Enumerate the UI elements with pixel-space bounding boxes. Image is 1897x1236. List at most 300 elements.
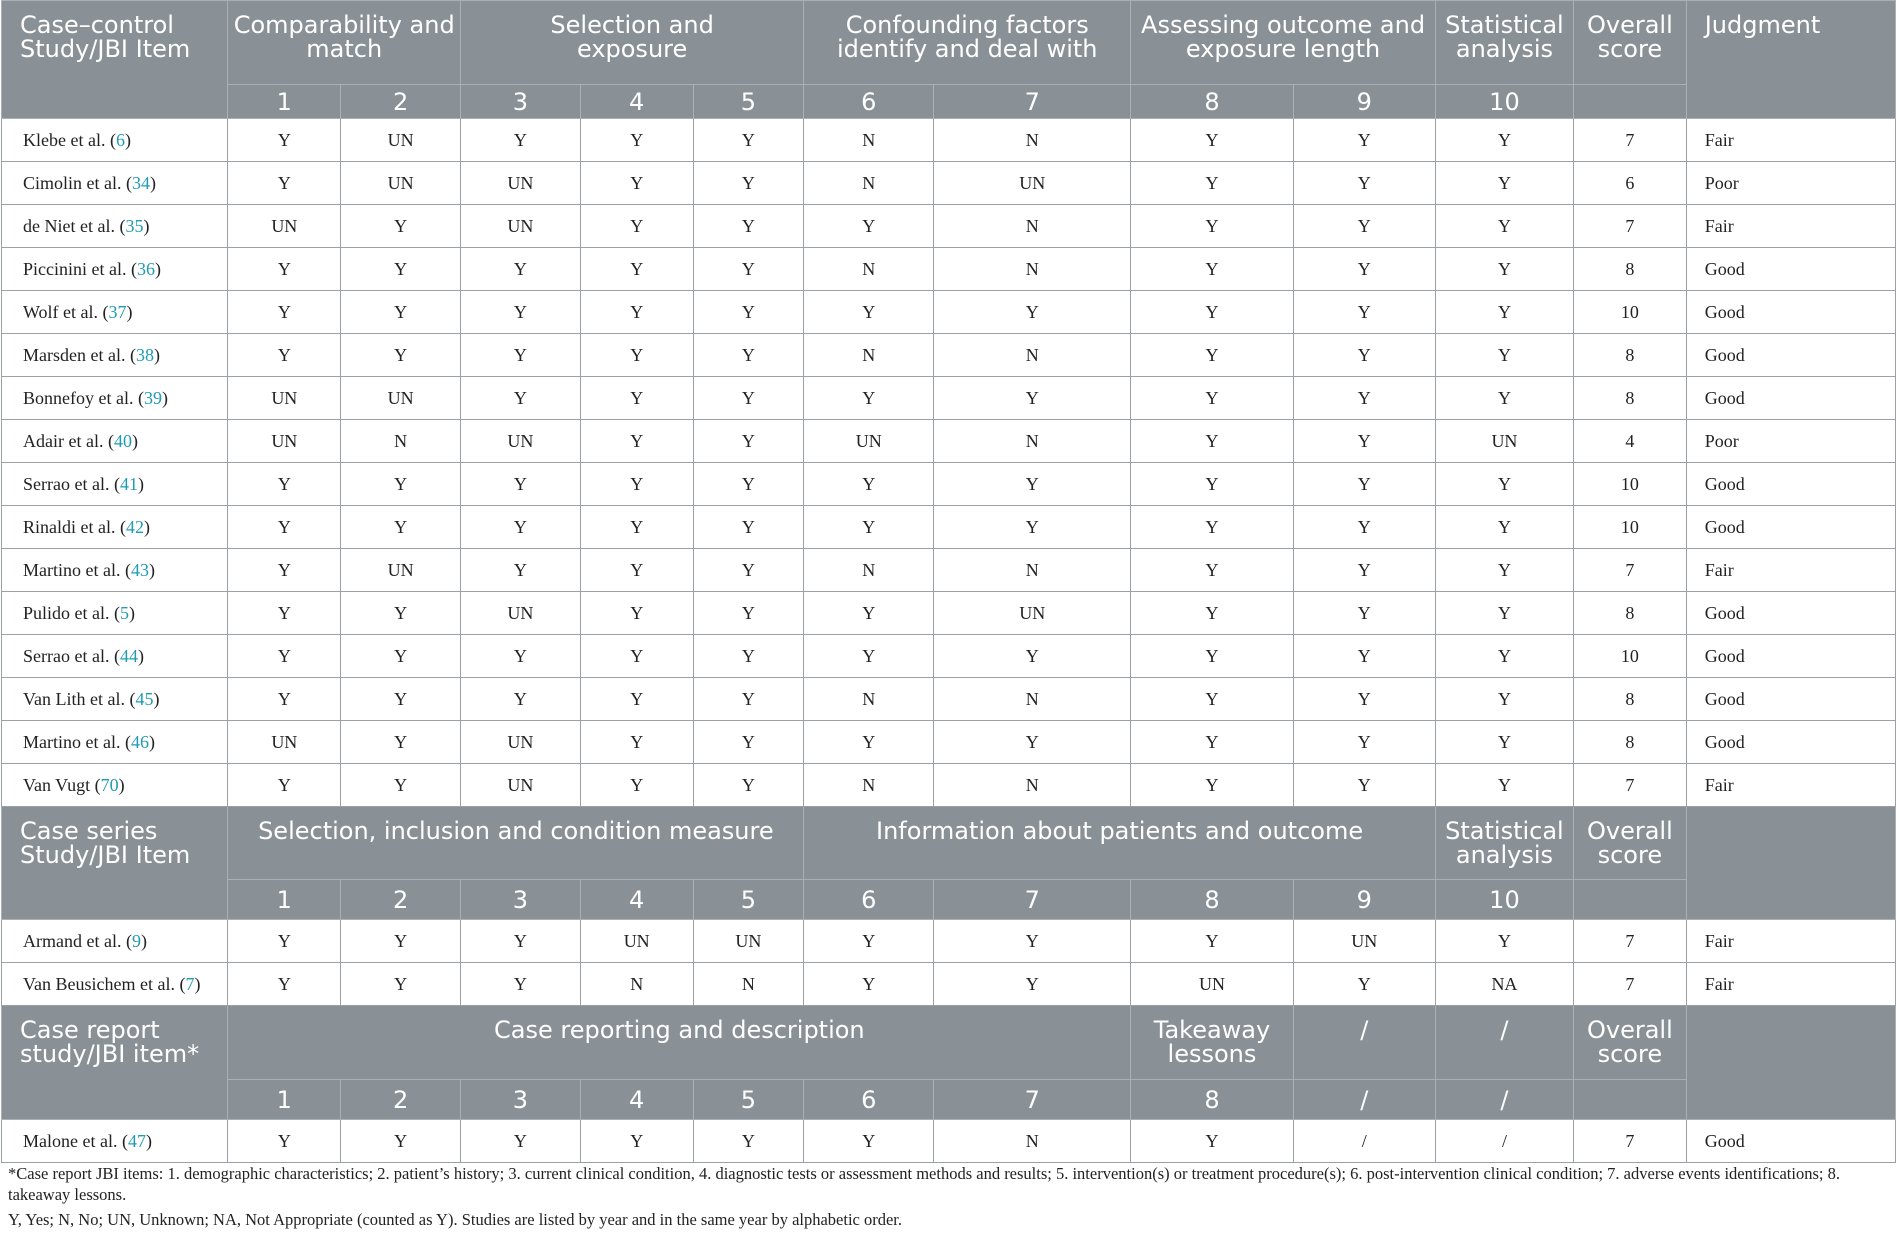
table-row (2, 506, 1896, 549)
case-series-header-group-1 (804, 807, 1436, 880)
reference-link[interactable]: 42 (125, 516, 144, 537)
judgment-cell: Good (1686, 377, 1895, 420)
item-rating-cell: Y (228, 549, 341, 592)
case-control-header-group-3-line: exposure length (1185, 35, 1381, 63)
item-rating-cell: N (804, 764, 934, 807)
item-rating-cell: Y (1131, 205, 1293, 248)
case-report-item-number: / (1435, 1080, 1573, 1120)
item-rating-cell: Y (580, 463, 693, 506)
case-control-item-number-row (2, 85, 1896, 119)
reference-link[interactable]: 47 (127, 1130, 146, 1151)
overall-score-cell: 8 (1574, 334, 1687, 377)
reference-link[interactable]: 70 (100, 774, 119, 795)
table-row (2, 721, 1896, 764)
case-report-header-lead-line: Case report (20, 1016, 160, 1044)
item-rating-cell: Y (1435, 291, 1573, 334)
case-series-header-group-2-line: Statistical (1445, 817, 1564, 845)
study-cell (2, 463, 228, 506)
item-rating-cell: Y (580, 635, 693, 678)
reference-link[interactable]: 35 (125, 215, 144, 236)
item-rating-cell: UN (461, 420, 581, 463)
table-row (2, 635, 1896, 678)
item-rating-cell: UN (693, 920, 804, 963)
item-rating-cell: Y (1131, 420, 1293, 463)
item-rating-cell: Y (341, 506, 461, 549)
case-control-header-lead-line: Study/JBI Item (20, 35, 191, 63)
item-rating-cell: Y (934, 377, 1131, 420)
case-control-header-group-4 (1435, 1, 1573, 85)
case-series-item-number: 8 (1131, 880, 1293, 920)
overall-score-cell: 8 (1574, 678, 1687, 721)
item-rating-cell: Y (1293, 463, 1435, 506)
item-rating-cell: UN (341, 549, 461, 592)
item-rating-cell: Y (1293, 205, 1435, 248)
study-name: Bonnefoy et al. ( (23, 387, 144, 408)
item-rating-cell: N (934, 1120, 1131, 1163)
case-report-item-number: / (1293, 1080, 1435, 1120)
item-rating-cell: UN (934, 592, 1131, 635)
case-control-header-group-1-line: Selection and (550, 11, 714, 39)
item-rating-cell: Y (461, 334, 581, 377)
item-rating-cell: Y (1293, 721, 1435, 764)
overall-score-cell: 10 (1574, 506, 1687, 549)
study-name: Rinaldi et al. ( (23, 516, 126, 537)
item-rating-cell: Y (1131, 635, 1293, 678)
reference-link[interactable]: 7 (185, 973, 195, 994)
case-series-header-lead-line: Study/JBI Item (20, 841, 191, 869)
overall-score-cell: 7 (1574, 549, 1687, 592)
reference-link[interactable]: 43 (130, 559, 149, 580)
item-rating-cell: Y (693, 463, 804, 506)
reference-link[interactable]: 36 (136, 258, 155, 279)
case-report-item-number: 3 (461, 1080, 581, 1120)
item-rating-cell: N (804, 334, 934, 377)
case-control-item-number: 5 (693, 85, 804, 119)
judgment-cell: Good (1686, 506, 1895, 549)
case-control-header-group-5-line: Overall (1586, 11, 1673, 39)
case-report-item-number: 6 (804, 1080, 934, 1120)
case-report-header-group-0 (228, 1006, 1131, 1080)
item-rating-cell: Y (1293, 334, 1435, 377)
table-row (2, 291, 1896, 334)
case-control-header-group-6 (1686, 1, 1895, 119)
item-rating-cell: N (934, 549, 1131, 592)
item-rating-cell: Y (1435, 920, 1573, 963)
item-rating-cell: Y (341, 1120, 461, 1163)
item-rating-cell: Y (1435, 334, 1573, 377)
item-rating-cell: Y (228, 463, 341, 506)
item-rating-cell: N (934, 678, 1131, 721)
item-rating-cell: / (1435, 1120, 1573, 1163)
reference-close: ) (161, 387, 168, 408)
item-rating-cell: Y (228, 119, 341, 162)
item-rating-cell: Y (1435, 678, 1573, 721)
item-rating-cell: Y (1293, 291, 1435, 334)
item-rating-cell: Y (1131, 764, 1293, 807)
item-rating-cell: UN (461, 205, 581, 248)
item-rating-cell: Y (580, 162, 693, 205)
item-rating-cell: UN (1293, 920, 1435, 963)
overall-score-cell: 8 (1574, 721, 1687, 764)
overall-score-cell: 7 (1574, 205, 1687, 248)
item-rating-cell: Y (1131, 721, 1293, 764)
item-rating-cell: Y (693, 678, 804, 721)
item-rating-cell: Y (693, 592, 804, 635)
case-series-item-number: 2 (341, 880, 461, 920)
item-rating-cell: N (693, 963, 804, 1006)
table-row (2, 334, 1896, 377)
case-series-header-group-3-line: score (1597, 841, 1663, 869)
item-rating-cell: Y (228, 963, 341, 1006)
reference-close: ) (124, 129, 131, 150)
case-control-header-group-2-line: identify and deal with (836, 35, 1098, 63)
item-rating-cell: / (1293, 1120, 1435, 1163)
item-rating-cell: Y (693, 205, 804, 248)
item-rating-cell: Y (341, 635, 461, 678)
case-report-header-group-0-line: Case reporting and description (494, 1016, 865, 1044)
item-rating-cell: Y (580, 377, 693, 420)
item-rating-cell: Y (461, 920, 581, 963)
study-name: Martino et al. ( (23, 559, 131, 580)
item-rating-cell: Y (1131, 334, 1293, 377)
reference-close: ) (126, 301, 133, 322)
case-series-header-group-4 (1686, 807, 1895, 920)
case-series-header-group-1-line: Information about patients and outcome (876, 817, 1364, 845)
footnote-case-report-items: *Case report JBI items: 1. demographic characteristics; 2. patient’s history; 3. current clinical condition, 4. diagnostic tests or assessment methods and results; 5. intervention(s) or treatment procedure(s); 6. post-intervention clinical condition; 7. adverse events identifications; 8. takeaway lessons. (8, 1164, 1840, 1204)
judgment-cell: Good (1686, 592, 1895, 635)
item-rating-cell: Y (228, 764, 341, 807)
study-name: Pulido et al. ( (23, 602, 120, 623)
item-rating-cell: Y (1435, 377, 1573, 420)
case-control-header-group-2-line: Confounding factors (845, 11, 1089, 39)
overall-score-cell: 10 (1574, 635, 1687, 678)
case-series-item-number-blank (1574, 880, 1687, 920)
item-rating-cell: Y (341, 291, 461, 334)
case-series-header-lead-line: Case series (20, 817, 158, 845)
item-rating-cell: Y (1131, 463, 1293, 506)
item-rating-cell: Y (934, 291, 1131, 334)
study-name: Martino et al. ( (23, 731, 131, 752)
overall-score-cell: 8 (1574, 592, 1687, 635)
item-rating-cell: Y (1435, 506, 1573, 549)
case-control-item-number-blank (1574, 85, 1687, 119)
case-series-item-number: 3 (461, 880, 581, 920)
item-rating-cell: Y (580, 334, 693, 377)
study-cell (2, 549, 228, 592)
case-control-item-number: 1 (228, 85, 341, 119)
item-rating-cell: Y (934, 463, 1131, 506)
item-rating-cell: N (934, 334, 1131, 377)
item-rating-cell: Y (1435, 549, 1573, 592)
table-row (2, 162, 1896, 205)
study-name: Van Lith et al. ( (23, 688, 136, 709)
reference-link[interactable]: 44 (119, 645, 138, 666)
item-rating-cell: Y (1131, 678, 1293, 721)
case-control-item-number: 2 (341, 85, 461, 119)
item-rating-cell: UN (228, 205, 341, 248)
case-control-item-number: 9 (1293, 85, 1435, 119)
item-rating-cell: Y (580, 119, 693, 162)
item-rating-cell: Y (693, 291, 804, 334)
case-series-item-number: 9 (1293, 880, 1435, 920)
reference-link[interactable]: 34 (131, 172, 150, 193)
item-rating-cell: N (934, 248, 1131, 291)
study-name: Serrao et al. ( (23, 473, 120, 494)
item-rating-cell: UN (228, 721, 341, 764)
case-series-header-group-2 (1435, 807, 1573, 880)
item-rating-cell: Y (580, 506, 693, 549)
study-cell (2, 721, 228, 764)
item-rating-cell: Y (693, 377, 804, 420)
overall-score-cell: 8 (1574, 248, 1687, 291)
item-rating-cell: Y (1293, 420, 1435, 463)
item-rating-cell: Y (461, 463, 581, 506)
reference-close: ) (153, 344, 160, 365)
item-rating-cell: Y (1435, 764, 1573, 807)
judgment-cell: Good (1686, 635, 1895, 678)
reference-close: ) (148, 559, 155, 580)
reference-close: ) (129, 602, 135, 623)
item-rating-cell: UN (461, 721, 581, 764)
judgment-cell: Good (1686, 291, 1895, 334)
item-rating-cell: UN (1435, 420, 1573, 463)
item-rating-cell: Y (1131, 248, 1293, 291)
study-cell (2, 205, 228, 248)
case-report-header-group-3 (1435, 1006, 1573, 1080)
reference-link[interactable]: 37 (108, 301, 127, 322)
item-rating-cell: UN (934, 162, 1131, 205)
item-rating-cell: Y (461, 549, 581, 592)
judgment-cell: Fair (1686, 764, 1895, 807)
case-control-header-group-1 (461, 1, 804, 85)
item-rating-cell: Y (804, 592, 934, 635)
reference-close: ) (143, 516, 150, 537)
judgment-cell: Fair (1686, 119, 1895, 162)
case-series-header-group-3-line: Overall (1586, 817, 1673, 845)
item-rating-cell: Y (228, 334, 341, 377)
item-rating-cell: NA (1435, 963, 1573, 1006)
item-rating-cell: Y (580, 291, 693, 334)
table-row (2, 764, 1896, 807)
reference-link[interactable]: 45 (135, 688, 154, 709)
item-rating-cell: Y (341, 205, 461, 248)
case-report-item-number: 4 (580, 1080, 693, 1120)
overall-score-cell: 7 (1574, 920, 1687, 963)
item-rating-cell: Y (341, 463, 461, 506)
case-report-header-group-2-line: / (1360, 1016, 1369, 1044)
item-rating-cell: UN (228, 377, 341, 420)
study-name: de Niet et al. ( (23, 215, 126, 236)
item-rating-cell: Y (1131, 549, 1293, 592)
table-row (2, 377, 1896, 420)
study-name: Van Vugt ( (23, 774, 101, 795)
item-rating-cell: Y (1131, 506, 1293, 549)
judgment-cell: Fair (1686, 205, 1895, 248)
item-rating-cell: Y (1435, 635, 1573, 678)
reference-link[interactable]: 46 (130, 731, 149, 752)
overall-score-cell: 7 (1574, 963, 1687, 1006)
table-row (2, 920, 1896, 963)
case-report-header-group-1-line: Takeaway (1153, 1016, 1271, 1044)
item-rating-cell: Y (934, 920, 1131, 963)
reference-close: ) (118, 774, 125, 795)
study-cell (2, 420, 228, 463)
case-control-header-group-6-line: Judgment (1704, 11, 1821, 39)
item-rating-cell: Y (341, 592, 461, 635)
item-rating-cell: Y (341, 963, 461, 1006)
reference-link[interactable]: 40 (113, 430, 132, 451)
item-rating-cell: Y (461, 248, 581, 291)
case-series-item-number: 1 (228, 880, 341, 920)
item-rating-cell: UN (1131, 963, 1293, 1006)
item-rating-cell: Y (228, 1120, 341, 1163)
case-report-header-lead-line: study/JBI item* (20, 1040, 200, 1068)
case-control-item-number: 6 (804, 85, 934, 119)
study-cell (2, 592, 228, 635)
item-rating-cell: Y (693, 635, 804, 678)
item-rating-cell: Y (1435, 463, 1573, 506)
item-rating-cell: N (804, 678, 934, 721)
overall-score-cell: 8 (1574, 377, 1687, 420)
case-report-item-number: 7 (934, 1080, 1131, 1120)
item-rating-cell: N (934, 205, 1131, 248)
item-rating-cell: Y (1435, 248, 1573, 291)
item-rating-cell: N (804, 248, 934, 291)
item-rating-cell: Y (1293, 963, 1435, 1006)
study-name: Armand et al. ( (23, 930, 132, 951)
reference-close: ) (145, 1130, 152, 1151)
item-rating-cell: Y (1293, 635, 1435, 678)
study-name: Van Beusichem et al. ( (23, 973, 186, 994)
item-rating-cell: Y (580, 721, 693, 764)
item-rating-cell: Y (580, 764, 693, 807)
item-rating-cell: Y (461, 506, 581, 549)
reference-link[interactable]: 9 (131, 930, 141, 951)
item-rating-cell: Y (580, 1120, 693, 1163)
reference-close: ) (140, 930, 147, 951)
reference-close: ) (148, 731, 155, 752)
reference-close: ) (137, 645, 144, 666)
item-rating-cell: Y (341, 920, 461, 963)
case-report-header-group-3-line: / (1500, 1016, 1509, 1044)
item-rating-cell: Y (341, 248, 461, 291)
item-rating-cell: N (934, 764, 1131, 807)
reference-link[interactable]: 39 (143, 387, 162, 408)
reference-link[interactable]: 6 (115, 129, 125, 150)
case-control-item-number: 4 (580, 85, 693, 119)
item-rating-cell: Y (1435, 205, 1573, 248)
case-series-item-number: 4 (580, 880, 693, 920)
study-name: Piccinini et al. ( (23, 258, 137, 279)
item-rating-cell: N (804, 119, 934, 162)
item-rating-cell: Y (461, 963, 581, 1006)
reference-link[interactable]: 5 (120, 602, 129, 623)
judgment-cell: Fair (1686, 549, 1895, 592)
table-footnotes (8, 1163, 1888, 1230)
study-cell (2, 635, 228, 678)
case-series-header-row (2, 807, 1896, 880)
case-control-header-group-2 (804, 1, 1131, 85)
study-cell (2, 506, 228, 549)
item-rating-cell: Y (693, 119, 804, 162)
item-rating-cell: UN (804, 420, 934, 463)
case-series-item-number: 7 (934, 880, 1131, 920)
case-report-item-number: 5 (693, 1080, 804, 1120)
item-rating-cell: Y (461, 1120, 581, 1163)
item-rating-cell: Y (228, 678, 341, 721)
reference-link[interactable]: 41 (119, 473, 138, 494)
reference-link[interactable]: 38 (135, 344, 154, 365)
item-rating-cell: Y (1293, 119, 1435, 162)
study-name: Adair et al. ( (23, 430, 114, 451)
table-row (2, 963, 1896, 1006)
overall-score-cell: 7 (1574, 119, 1687, 162)
study-name: Serrao et al. ( (23, 645, 120, 666)
study-cell (2, 334, 228, 377)
item-rating-cell: Y (804, 963, 934, 1006)
case-control-header-group-0 (228, 1, 461, 85)
case-series-item-number-row (2, 880, 1896, 920)
table-row (2, 549, 1896, 592)
case-report-item-number: 8 (1131, 1080, 1293, 1120)
item-rating-cell: Y (1435, 592, 1573, 635)
item-rating-cell: Y (1293, 549, 1435, 592)
judgment-cell: Good (1686, 463, 1895, 506)
case-series-item-number: 10 (1435, 880, 1573, 920)
study-name: Wolf et al. ( (23, 301, 109, 322)
item-rating-cell: UN (580, 920, 693, 963)
item-rating-cell: Y (228, 162, 341, 205)
case-report-header-group-2 (1293, 1006, 1435, 1080)
table-row (2, 463, 1896, 506)
case-control-item-number: 3 (461, 85, 581, 119)
study-name: Klebe et al. ( (23, 129, 116, 150)
item-rating-cell: Y (1293, 162, 1435, 205)
case-report-header-lead (2, 1006, 228, 1120)
table-row (2, 420, 1896, 463)
item-rating-cell: Y (693, 334, 804, 377)
item-rating-cell: UN (461, 592, 581, 635)
case-control-header-group-1-line: exposure (576, 35, 688, 63)
judgment-cell: Good (1686, 1120, 1895, 1163)
case-control-header-lead-line: Case–control (20, 11, 174, 39)
item-rating-cell: Y (693, 162, 804, 205)
item-rating-cell: Y (1435, 162, 1573, 205)
item-rating-cell: Y (228, 920, 341, 963)
item-rating-cell: UN (461, 162, 581, 205)
item-rating-cell: Y (693, 764, 804, 807)
item-rating-cell: N (804, 162, 934, 205)
item-rating-cell: Y (693, 721, 804, 764)
case-report-header-group-4-line: score (1597, 1040, 1663, 1068)
table-row (2, 1120, 1896, 1163)
judgment-cell: Good (1686, 678, 1895, 721)
item-rating-cell: Y (804, 506, 934, 549)
item-rating-cell: Y (461, 119, 581, 162)
item-rating-cell: Y (1293, 377, 1435, 420)
case-series-header-group-3 (1574, 807, 1687, 880)
study-name: Malone et al. ( (23, 1130, 128, 1151)
case-control-header-row (2, 1, 1896, 85)
reference-close: ) (194, 973, 201, 994)
item-rating-cell: UN (341, 162, 461, 205)
case-control-header-group-0-line: match (306, 35, 383, 63)
study-name: Cimolin et al. ( (23, 172, 132, 193)
item-rating-cell: UN (461, 764, 581, 807)
case-control-header-group-0-line: Comparability and (233, 11, 455, 39)
item-rating-cell: Y (461, 678, 581, 721)
study-cell (2, 291, 228, 334)
